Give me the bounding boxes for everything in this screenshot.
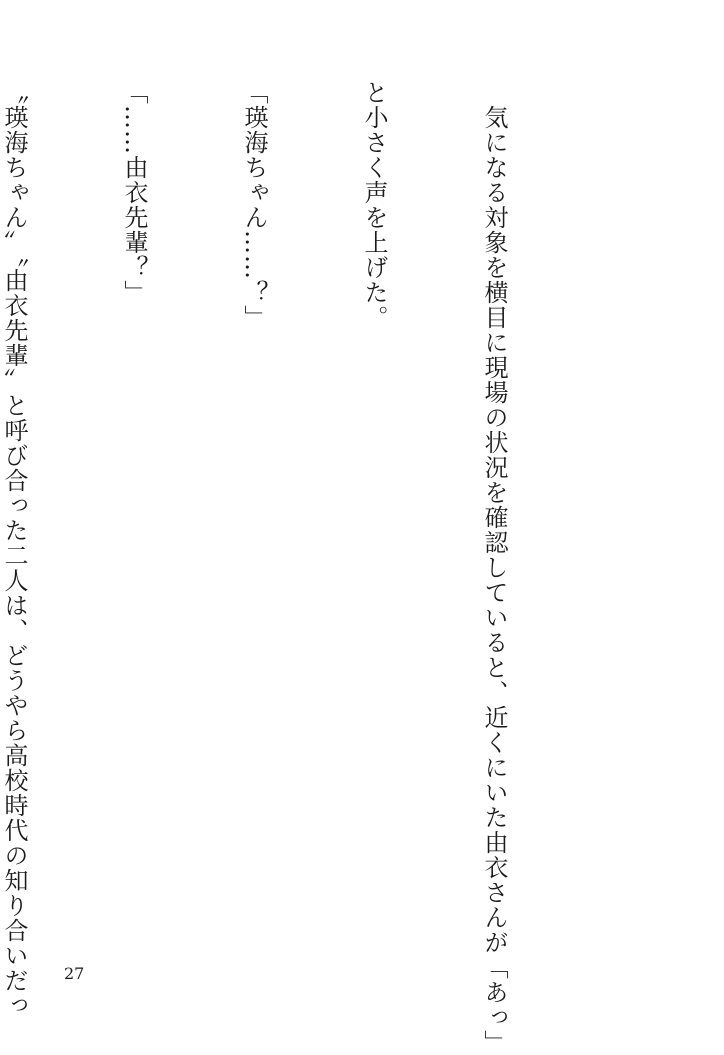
text-line-5: 〝瑛海ちゃん〟〝由衣先輩〟と呼び合った二人は、どうやら高校時代の知り合いだっ [0,80,28,1018]
text-line-1: 気になる対象を横目に現場の状況を確認していると、近くにいた由衣さんが「あっ」 [480,80,508,1055]
text-line-4: 「……由衣先輩？」 [120,80,148,305]
page-number: 27 [64,964,85,983]
text-line-2: と小さく声を上げた。 [360,80,388,330]
text-line-3: 「瑛海ちゃん……？」 [240,80,268,330]
